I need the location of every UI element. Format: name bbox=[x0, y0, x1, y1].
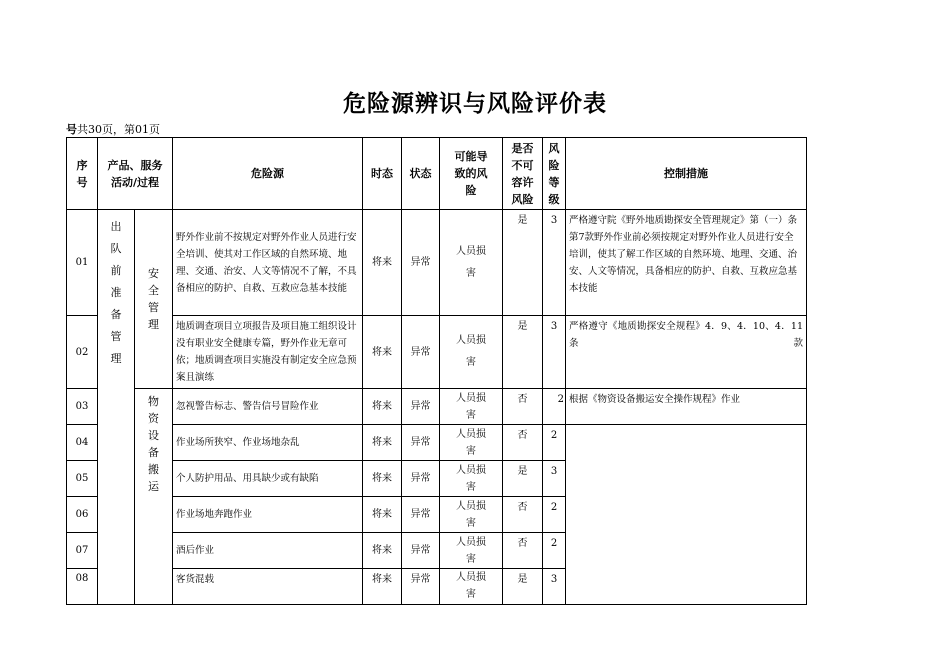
table-row bbox=[67, 389, 807, 425]
row-level: 3 bbox=[543, 210, 566, 316]
row-tense: 将来 bbox=[363, 569, 402, 605]
row-level: 3 bbox=[543, 461, 566, 497]
header-level: 风险等级 bbox=[543, 138, 566, 210]
row-tense: 将来 bbox=[363, 461, 402, 497]
row-level: 2 bbox=[543, 533, 566, 569]
header-tense: 时态 bbox=[363, 138, 402, 210]
control-empty-cell bbox=[566, 425, 807, 605]
row-seq: 06 bbox=[67, 497, 98, 533]
header-risk: 可能导致的风险 bbox=[440, 138, 503, 210]
header-activity: 产品、服务活动/过程 bbox=[98, 138, 173, 210]
page-info bbox=[66, 121, 160, 137]
row-tense: 将来 bbox=[363, 210, 402, 316]
row-state: 异常 bbox=[402, 533, 440, 569]
header-control: 控制措施 bbox=[566, 138, 807, 210]
row-hazard: 酒后作业 bbox=[173, 533, 363, 569]
table-row bbox=[67, 210, 807, 316]
row-hazard: 客货混载 bbox=[173, 569, 363, 605]
header-seq: 序号 bbox=[67, 138, 98, 210]
row-level: 2 bbox=[543, 425, 566, 461]
header-row bbox=[67, 138, 807, 210]
row-level: 2 bbox=[543, 389, 566, 425]
row-risk: 人员损害 bbox=[440, 425, 503, 461]
row-seq: 05 bbox=[67, 461, 98, 497]
row-level: 3 bbox=[543, 316, 566, 389]
row-tense: 将来 bbox=[363, 316, 402, 389]
row-seq: 01 bbox=[67, 210, 98, 316]
material-move-cell: 物资设备搬运 bbox=[135, 389, 173, 605]
row-intolerable: 是 bbox=[503, 316, 543, 389]
row-intolerable: 否 bbox=[503, 389, 543, 425]
row-risk: 人员损害 bbox=[440, 497, 503, 533]
row-risk: 人员损害 bbox=[440, 461, 503, 497]
hazard-table bbox=[66, 137, 807, 605]
row-seq: 04 bbox=[67, 425, 98, 461]
document-title: 危险源辨识与风险评价表 bbox=[343, 91, 607, 117]
row-hazard: 忽视警告标志、警告信号冒险作业 bbox=[173, 389, 363, 425]
row-risk: 人员损害 bbox=[440, 316, 503, 389]
row-intolerable: 是 bbox=[503, 210, 543, 316]
safety-mgmt-cell: 安全管理 bbox=[135, 210, 173, 389]
row-seq: 08 bbox=[67, 569, 98, 605]
row-control: 严格遵守院《野外地质勘探安全管理规定》第（一）条第7款野外作业前必须按规定对野外作业人员进行安全培训，使其了解工作区域的自然环境、地理、交通、治安、人文等情况，具备相应的防护、自救、互救应急基本技能 bbox=[566, 210, 807, 316]
row-state: 异常 bbox=[402, 316, 440, 389]
row-level: 2 bbox=[543, 497, 566, 533]
row-control: 根据《物资设备搬运安全操作规程》作业 bbox=[566, 389, 807, 425]
row-tense: 将来 bbox=[363, 389, 402, 425]
row-hazard: 个人防护用品、用具缺少或有缺陷 bbox=[173, 461, 363, 497]
page-info-text: 共30页，第01页 bbox=[77, 123, 160, 136]
row-state: 异常 bbox=[402, 425, 440, 461]
row-tense: 将来 bbox=[363, 497, 402, 533]
row-risk: 人员损害 bbox=[440, 210, 503, 316]
row-state: 异常 bbox=[402, 497, 440, 533]
header-hazard: 危险源 bbox=[173, 138, 363, 210]
row-seq: 02 bbox=[67, 316, 98, 389]
row-state: 异常 bbox=[402, 461, 440, 497]
row-intolerable: 是 bbox=[503, 461, 543, 497]
row-intolerable: 否 bbox=[503, 533, 543, 569]
row-intolerable: 是 bbox=[503, 569, 543, 605]
row-risk: 人员损害 bbox=[440, 389, 503, 425]
row-intolerable: 否 bbox=[503, 497, 543, 533]
row-state: 异常 bbox=[402, 210, 440, 316]
row-control: 严格遵守《地质勘探安全规程》4．9、4．10、4．11条款 bbox=[566, 316, 807, 389]
row-intolerable: 否 bbox=[503, 425, 543, 461]
row-state: 异常 bbox=[402, 569, 440, 605]
header-state: 状态 bbox=[402, 138, 440, 210]
row-state: 异常 bbox=[402, 389, 440, 425]
row-seq: 07 bbox=[67, 533, 98, 569]
header-intolerable: 是否不可容许风险 bbox=[503, 138, 543, 210]
row-risk: 人员损害 bbox=[440, 533, 503, 569]
row-hazard: 地质调查项目立项报告及项目施工组织设计没有职业安全健康专篇，野外作业无章可依；地质调查项目实施没有制定安全应急预案且演练 bbox=[173, 316, 363, 389]
row-tense: 将来 bbox=[363, 533, 402, 569]
row-seq: 03 bbox=[67, 389, 98, 425]
row-risk: 人员损害 bbox=[440, 569, 503, 605]
table-row bbox=[67, 425, 807, 461]
row-tense: 将来 bbox=[363, 425, 402, 461]
activity-main-cell: 出队前准备管理 bbox=[98, 210, 135, 605]
row-hazard: 作业场地奔跑作业 bbox=[173, 497, 363, 533]
row-hazard: 野外作业前不按规定对野外作业人员进行安全培训、使其对工作区域的自然环境、地理、交通、治安、人文等情况不了解，不具备相应的防护、自救、互救应急基本技能 bbox=[173, 210, 363, 316]
table-row bbox=[67, 316, 807, 389]
row-level: 3 bbox=[543, 569, 566, 605]
page-info-prefix: 号 bbox=[66, 123, 77, 136]
row-hazard: 作业场所狭窄、作业场地杂乱 bbox=[173, 425, 363, 461]
